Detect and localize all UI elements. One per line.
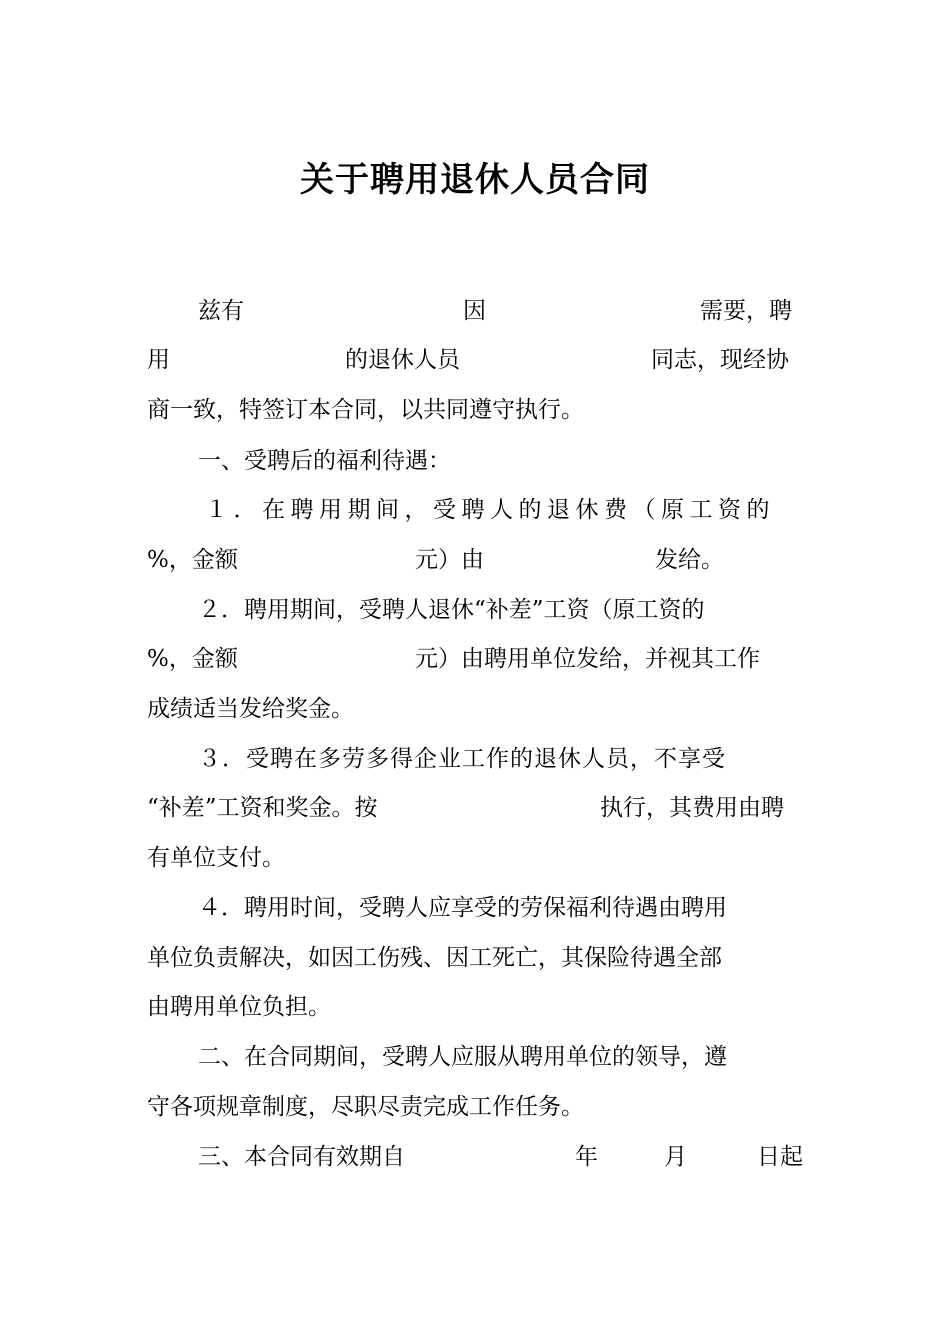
intro-text: 兹有 [198,298,244,324]
item3-text: “补差”工资和奖金。按 [147,795,378,821]
item3-line-3: 有单位支付。 [147,845,285,871]
item3-text: 执行，其费用由聘 [600,795,784,821]
section3-text: 年 [575,1144,598,1170]
section3-text: 月 [664,1144,687,1170]
section2-line-1: 二、在合同期间，受聘人应服从聘用单位的领导，遵 [198,1044,727,1070]
intro-text: 因 [463,298,486,324]
item4-line-3: 由聘用单位负担。 [147,994,331,1020]
item4-line-2: 单位负责解决，如因工伤残、因工死亡，其保险待遇全部 [147,945,722,971]
item1-text: 发给。 [655,547,724,573]
intro-text: 需要，聘 [700,298,792,324]
item4-line-1: ４．聘用时间，受聘人应享受的劳保福利待遇由聘用 [198,895,727,921]
intro-text: 用 [147,347,170,373]
intro-text: 同志，现经协 [651,347,789,373]
item1-line-1: １．在聘用期间，受聘人的退休费（原工资的 [205,497,775,523]
intro-line-3: 商一致，特签订本合同，以共同遵守执行。 [147,397,584,423]
item1-text: 元）由 [415,547,484,573]
document-title: 关于聘用退休人员合同 [300,160,650,200]
section1-heading: 一、受聘后的福利待遇： [198,448,451,474]
item1-text: %，金额 [147,547,238,573]
section3-text: 三、本合同有效期自 [198,1144,405,1170]
item2-text: 元）由聘用单位发给，并视其工作 [415,646,760,672]
section3-text: 日起 [757,1144,803,1170]
item2-text: %，金额 [147,646,238,672]
item2-line-1: ２．聘用期间，受聘人退休“补差”工资（原工资的 [198,597,705,623]
intro-text: 的退休人员 [345,347,460,373]
section2-line-2: 守各项规章制度，尽职尽责完成工作任务。 [147,1094,584,1120]
item3-line-1: ３．受聘在多劳多得企业工作的退休人员，不享受 [198,746,726,772]
item2-line-3: 成绩适当发给奖金。 [147,696,354,722]
